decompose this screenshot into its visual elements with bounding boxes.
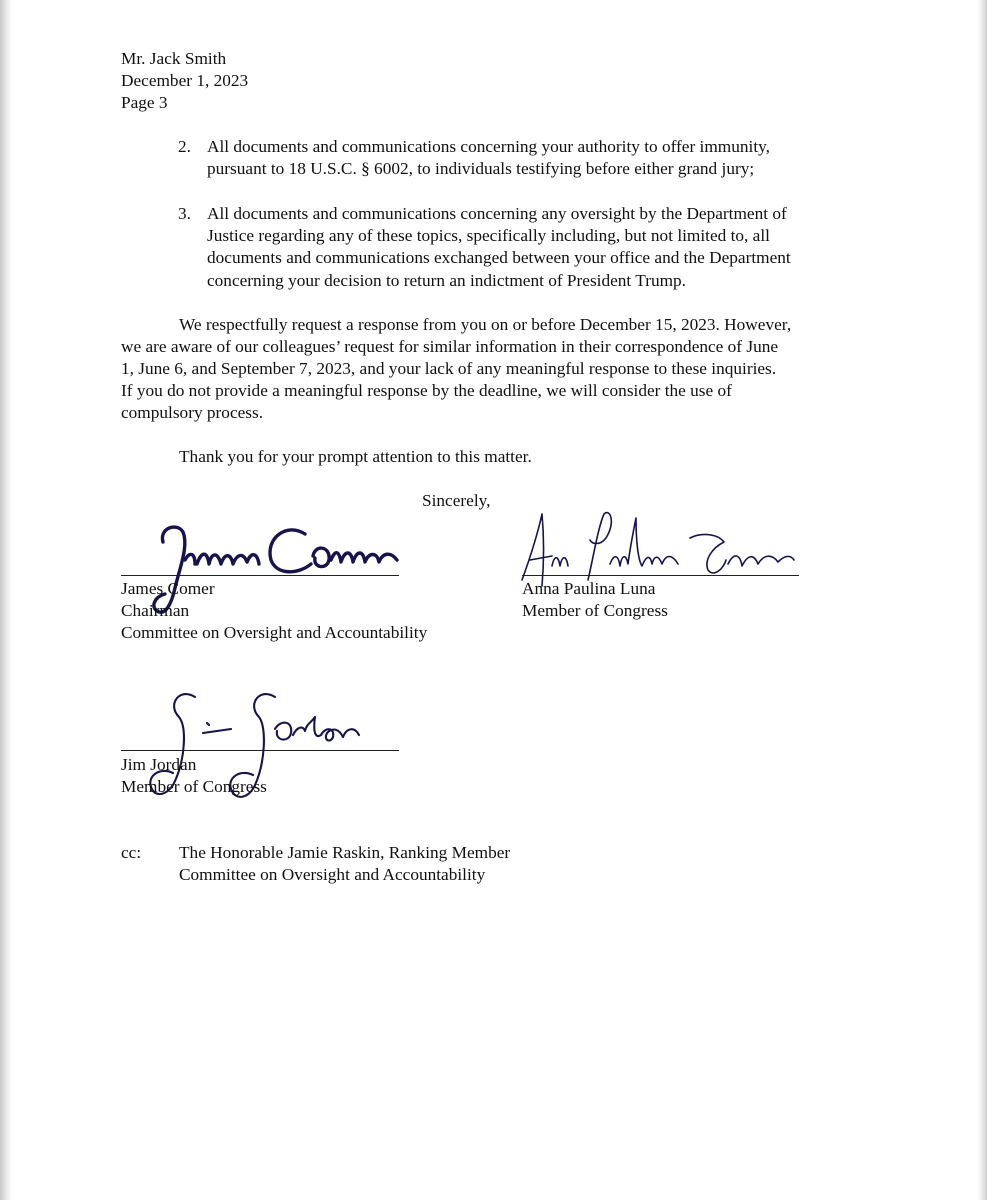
list-item-line: documents and communications exchanged between your office and the Department xyxy=(207,248,791,268)
cc-label: cc: xyxy=(121,843,142,862)
signatory-title: Chairman xyxy=(121,601,190,620)
recipient-name: Mr. Jack Smith xyxy=(121,49,227,68)
scan-edge-left xyxy=(0,0,12,1200)
list-item-line: Justice regarding any of these topics, specifically including, but not limited to, all xyxy=(207,226,770,246)
thanks-line: Thank you for your prompt attention to this matter. xyxy=(179,447,532,466)
signatory-name: James Comer xyxy=(121,579,215,598)
page-number: Page 3 xyxy=(121,93,168,112)
signatory-committee: Committee on Oversight and Accountability xyxy=(121,623,428,642)
scan-edge-right xyxy=(977,0,987,1200)
list-item-number: 3. xyxy=(178,204,191,223)
list-item xyxy=(207,136,770,180)
closing: Sincerely, xyxy=(422,491,491,510)
cc-line: Committee on Oversight and Accountability xyxy=(179,865,486,884)
cc-line: The Honorable Jamie Raskin, Ranking Member xyxy=(179,843,511,862)
list-item-line: All documents and communications concerning your authority to offer immunity, xyxy=(207,137,770,156)
body-paragraph-line: We respectfully request a response from you on or before December 15, 2023. However, xyxy=(179,315,792,334)
list-item-line: pursuant to 18 U.S.C. § 6002, to individuals testifying before either grand jury; xyxy=(207,159,755,179)
body-paragraph-line: compulsory process. xyxy=(121,403,264,422)
list-item xyxy=(207,203,791,292)
signatory-name: Jim Jordan xyxy=(121,755,197,774)
signatory-title: Member of Congress xyxy=(522,601,668,620)
body-paragraph-line: 1, June 6, and September 7, 2023, and your lack of any meaningful response to these inquiries. xyxy=(121,359,777,378)
list-item-line: All documents and communications concerning any oversight by the Department of xyxy=(207,204,787,223)
body-paragraph-line: we are aware of our colleagues’ request for similar information in their correspondence of June xyxy=(121,337,779,356)
list-item-number: 2. xyxy=(178,137,191,156)
list-item-line: concerning your decision to return an indictment of President Trump. xyxy=(207,270,686,290)
signatory-title: Member of Congress xyxy=(121,777,267,796)
signatory-name: Anna Paulina Luna xyxy=(522,579,656,598)
letter-date: December 1, 2023 xyxy=(121,71,249,90)
body-paragraph-line: If you do not provide a meaningful response by the deadline, we will consider the use of xyxy=(121,381,732,400)
